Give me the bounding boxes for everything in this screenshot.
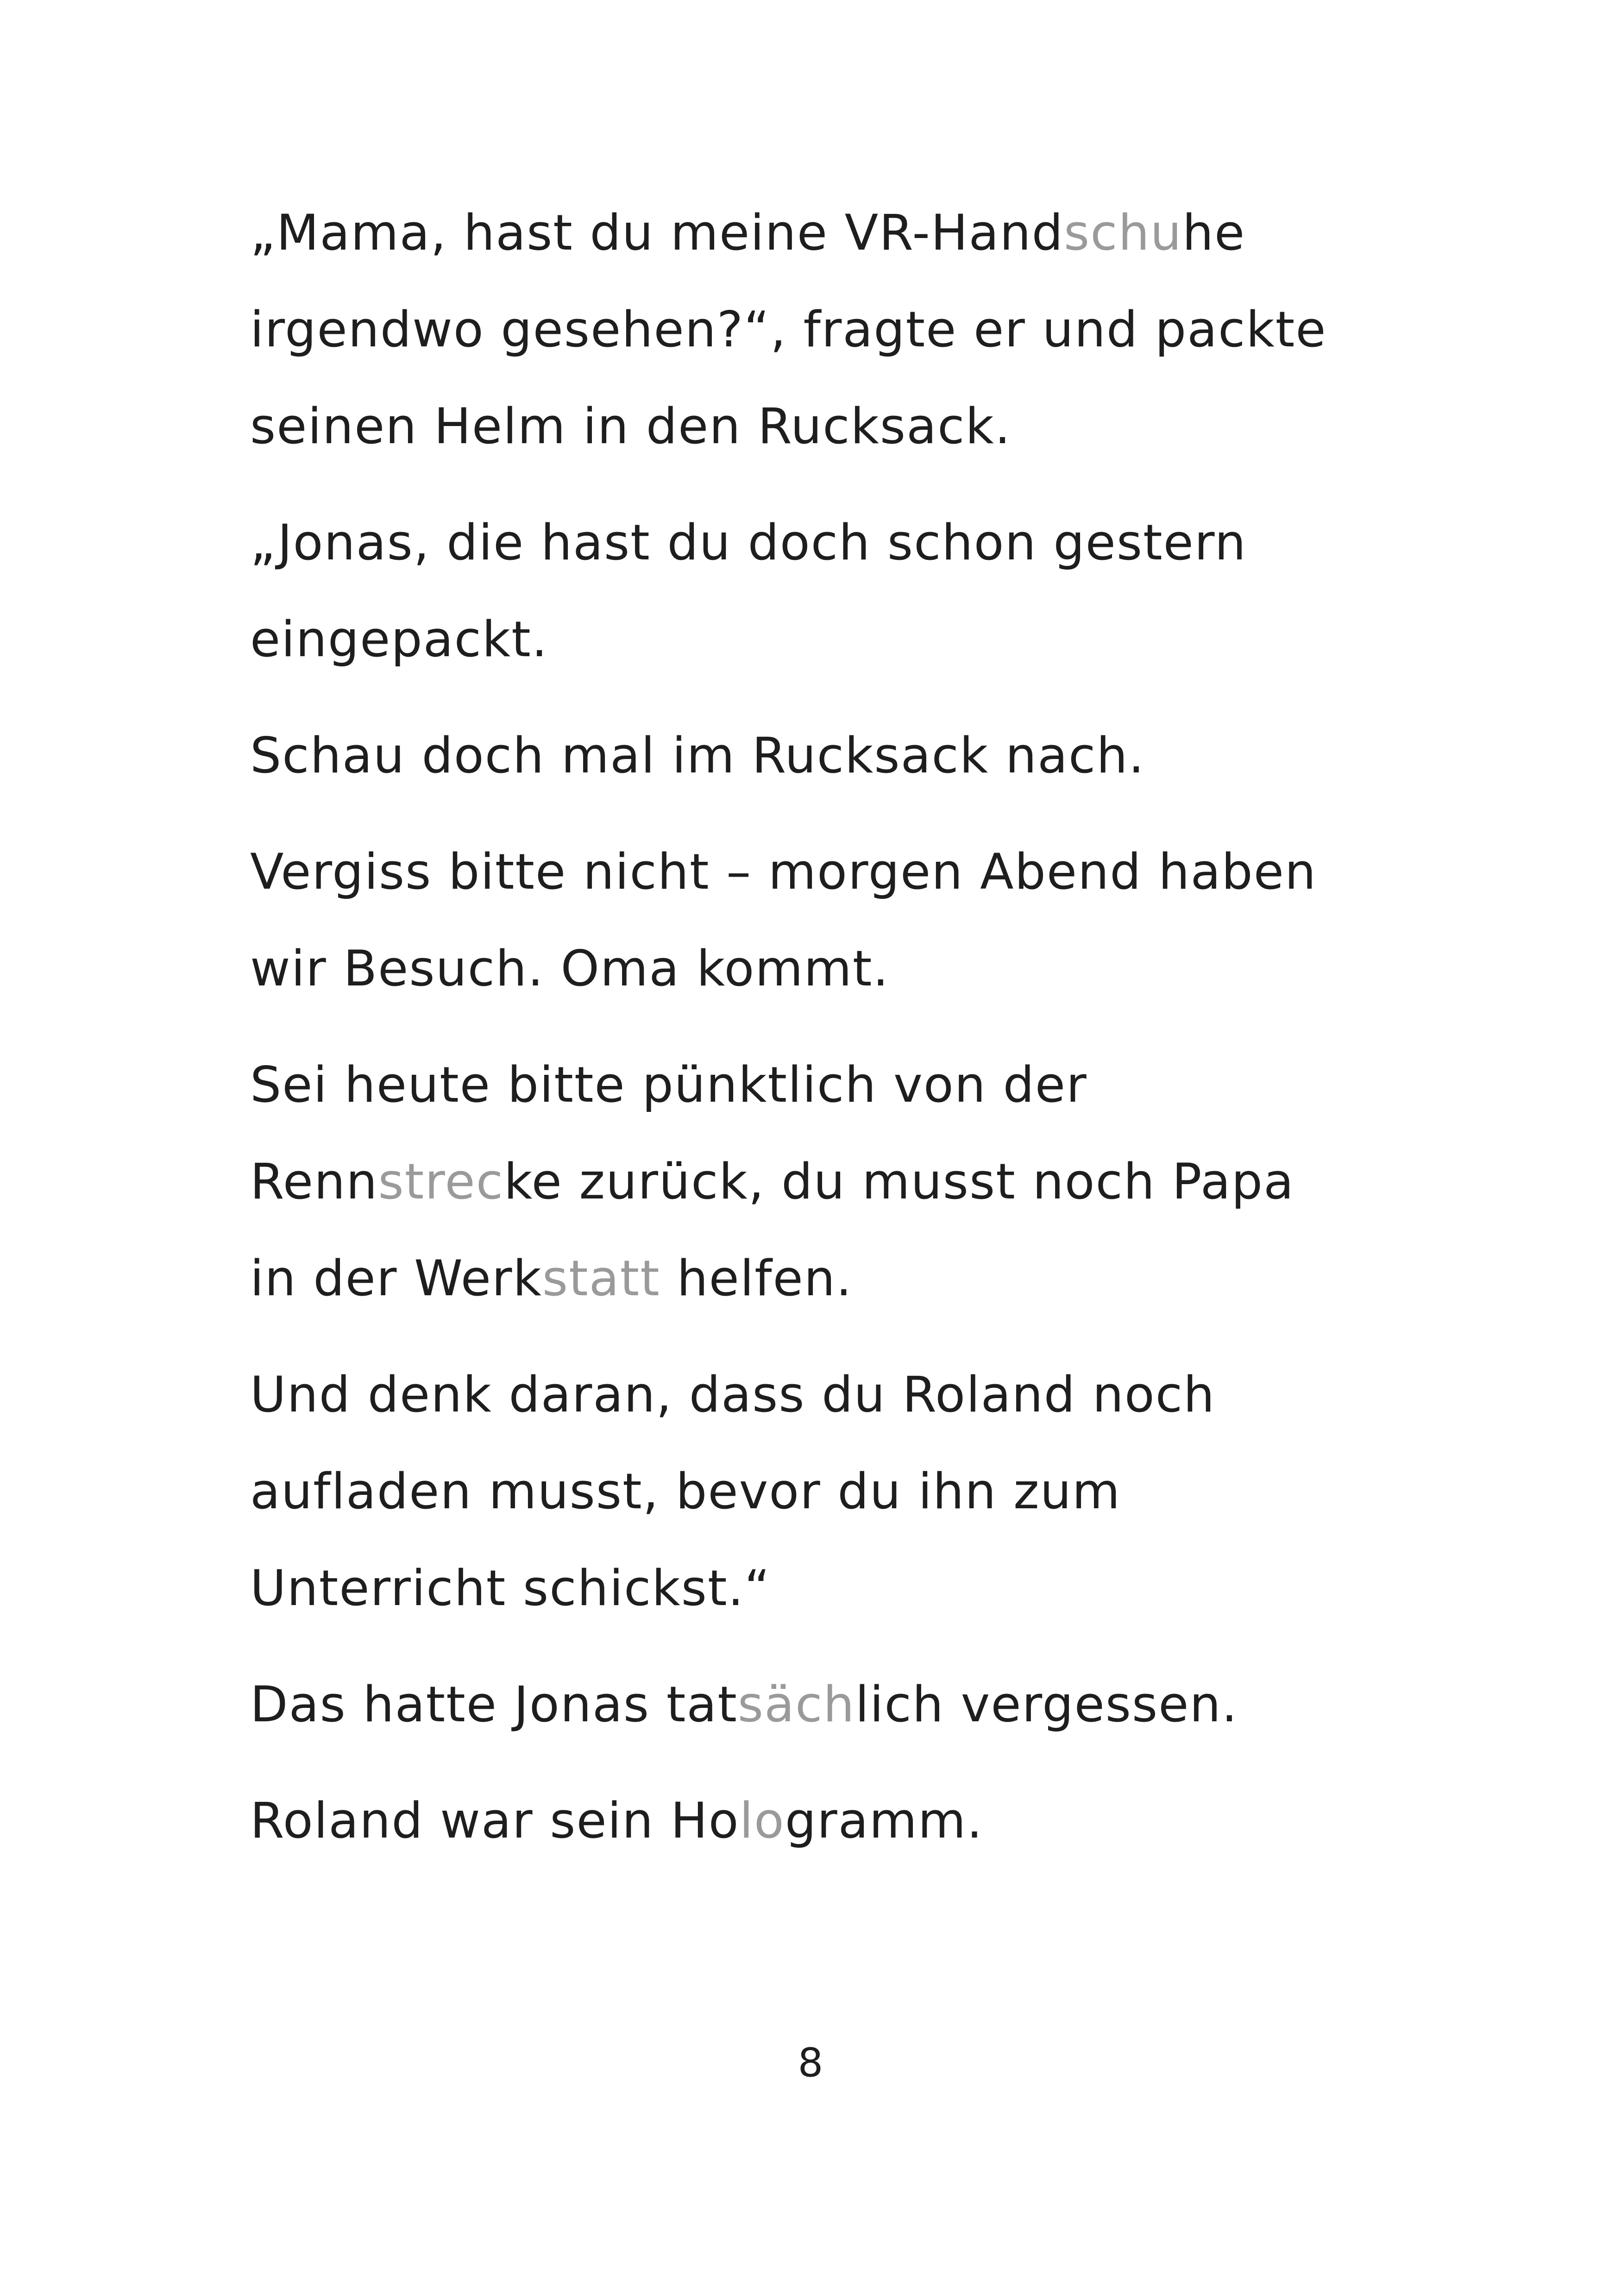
text-line xyxy=(250,1540,1501,1637)
text-segment: „Jonas, die hast du doch schon gestern xyxy=(250,514,1247,571)
highlighted-syllable: schu xyxy=(1063,204,1182,261)
text-line xyxy=(250,378,1501,475)
text-segment: Und denk daran, dass du Roland noch xyxy=(250,1366,1216,1423)
text-segment: lich vergessen. xyxy=(855,1676,1238,1733)
text-segment: Renn xyxy=(250,1153,378,1210)
page-number: 8 xyxy=(798,2040,823,2086)
text-line xyxy=(250,707,1501,804)
text-segment: aufladen musst, bevor du ihn zum xyxy=(250,1463,1121,1520)
highlighted-syllable: strec xyxy=(378,1153,504,1210)
highlighted-syllable: lo xyxy=(739,1792,785,1849)
text-segment: eingepackt. xyxy=(250,611,548,668)
text-line xyxy=(250,1346,1501,1443)
text-segment: irgendwo gesehen?“, fragte er und packte xyxy=(250,301,1327,358)
paragraph xyxy=(250,707,1501,804)
text-line xyxy=(250,1656,1501,1753)
story-text xyxy=(250,184,1501,1888)
text-segment: Roland war sein Ho xyxy=(250,1792,740,1849)
paragraph xyxy=(250,1772,1501,1869)
text-line xyxy=(250,591,1501,688)
text-line xyxy=(250,494,1501,591)
paragraph xyxy=(250,184,1501,475)
text-line xyxy=(250,184,1501,281)
highlighted-syllable: statt xyxy=(542,1250,660,1307)
text-line xyxy=(250,823,1501,920)
text-line xyxy=(250,1230,1501,1327)
text-segment: gramm. xyxy=(785,1792,983,1849)
text-segment: helfen. xyxy=(660,1250,853,1307)
paragraph xyxy=(250,823,1501,1017)
text-segment: in der Werk xyxy=(250,1250,542,1307)
text-line xyxy=(250,1772,1501,1869)
text-line xyxy=(250,281,1501,378)
text-segment: wir Besuch. Oma kommt. xyxy=(250,940,890,997)
text-segment: Das hatte Jonas tat xyxy=(250,1676,738,1733)
text-segment: Vergiss bitte nicht – morgen Abend haben xyxy=(250,843,1317,900)
text-segment: he xyxy=(1182,204,1246,261)
paragraph xyxy=(250,1346,1501,1637)
text-segment: Unterricht schickst.“ xyxy=(250,1560,771,1617)
paragraph xyxy=(250,1036,1501,1327)
paragraph xyxy=(250,494,1501,688)
text-segment: „Mama, hast du meine VR-Hand xyxy=(250,204,1064,261)
text-segment: ke zurück, du musst noch Papa xyxy=(504,1153,1295,1210)
text-line xyxy=(250,1036,1501,1133)
text-line xyxy=(250,1133,1501,1230)
text-line xyxy=(250,1443,1501,1540)
highlighted-syllable: säch xyxy=(737,1676,855,1733)
text-line xyxy=(250,920,1501,1017)
text-segment: Schau doch mal im Rucksack nach. xyxy=(250,727,1145,784)
text-segment: seinen Helm in den Rucksack. xyxy=(250,398,1012,455)
text-segment: Sei heute bitte pünktlich von der xyxy=(250,1056,1087,1113)
paragraph xyxy=(250,1656,1501,1753)
